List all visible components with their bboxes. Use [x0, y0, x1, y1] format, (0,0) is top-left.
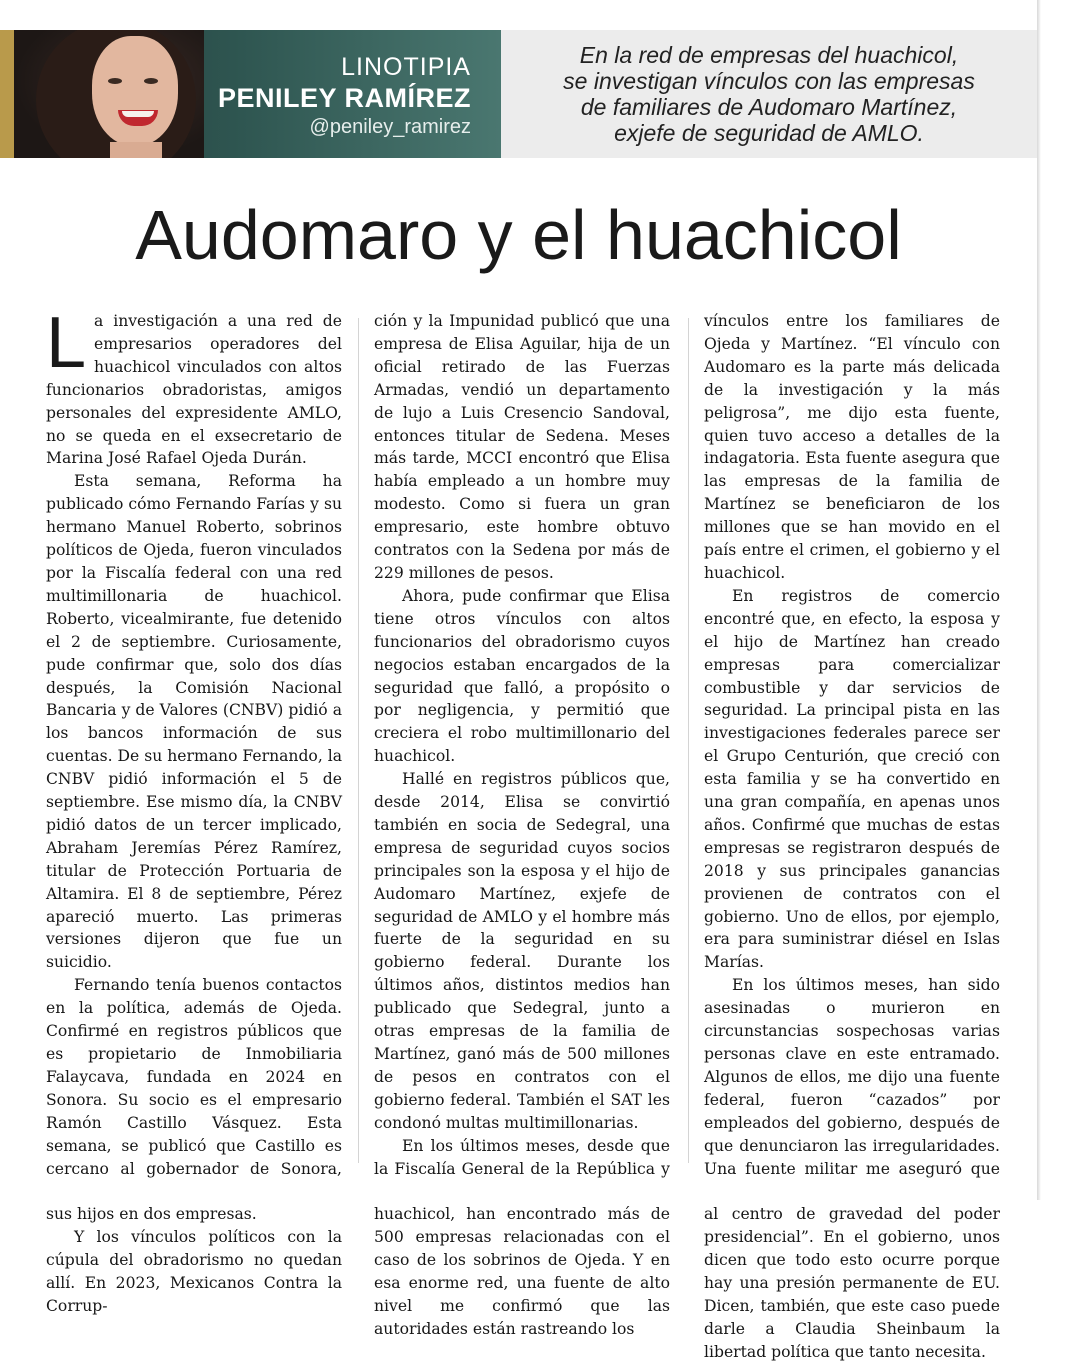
author-info [218, 52, 471, 140]
column-name: LINOTIPIA [341, 53, 471, 81]
column-header [0, 30, 1037, 158]
deck-box [501, 30, 1037, 158]
author-photo [14, 30, 204, 158]
paragraph: En los últimos meses, desde que la Fiscalía General de la República y huachicol, han encontrado más de 500 empresas relacionadas con el caso de los sobrinos de Ojeda. Y en esa enorme red, una fuente de alto nivel me confirmó que las autoridades están rastreando los [374, 1136, 670, 1338]
article-column-3 [704, 310, 1000, 1364]
paragraph: ción y la Impunidad publicó que una empresa de Elisa Aguilar, hija de un oficial retirado de las Fuerzas Armadas, vendió un departamento de lujo a Luis Cresencio Sandoval, entonces titular de Sedena. Meses más tarde, MCCI encontró que Elisa había empleado a un hombre muy modesto. Como si fuera un gran empresario, este hombre obtuvo contratos con la Sedena por más de 229 millones de pesos. [374, 312, 670, 582]
paragraph: En registros de comercio encontré que, en efecto, la esposa y el hijo de Martínez han creado empresas para comercializar combustible y dar servicios de seguridad. La principal pista en las investigaciones federales parece ser el Grupo Centurión, que creció con esta familia y se ha convertido en una gran compañía, en apenas unos años. Confirmé que muchas de estas empresas se registraron después de 2018 y sus principales ganancias provienen de contratos con el gobierno. Uno de ellos, por ejemplo, era para suministrar diésel en Islas Marías. [704, 586, 1000, 972]
paragraph: Fernando tenía buenos contactos en la política, además de Ojeda. Confirmé en registros públicos que es propietario de Inmobiliaria Falaycava, fundada en 2024 en Sonora. Su socio es el empresario Ramón Castillo Vásquez. Esta semana, se publicó que Castillo es cercano al gobernador de Sonora, sus hijos en dos empresas. [46, 976, 342, 1224]
author-banner [14, 30, 501, 158]
paragraph: En los últimos meses, han sido asesinadas o murieron en circunstancias sospechosas varias personas clave en este entramado. Algunos de ellos, me dijo una fuente federal, fueron “cazados” por empleados del gobierno, después de que denunciaron las irregularidades. Una fuente militar me aseguró que al centro de gravedad del poder presidencial”. En el gobierno, unos dicen que todo esto ocurre porque hay una presión permanente de EU. Dicen, también, que este caso puede darle a Claudia Sheinbaum la libertad política que tanto necesita. [704, 976, 1000, 1361]
accent-bar [0, 30, 14, 158]
article-deck: En la red de empresas del huachicol, se investigan vínculos con las empresas de familiares de Audomaro Martínez, exjefe de seguridad de AMLO. [563, 42, 975, 146]
paragraph: La investigación a una red de empresarios operadores del huachicol vinculados con altos funcionarios obradoristas, amigos personales del expresidente AMLO, no se queda en el exsecretario de Marina José Rafael Ojeda Durán. [46, 303, 342, 468]
article-column-1 [46, 303, 343, 1318]
paragraph: Hallé en registros públicos que, desde 2014, Elisa se convirtió también en socia de Sedegral, una empresa de seguridad cuyos socios principales son la esposa y el hijo de Audomaro Martínez, exjefe de seguridad de AMLO y el hombre más fuerte de la seguridad en su gobierno federal. Durante los últimos años, distintos medios han publicado que Sedegral, junto a otras empresas de la familia de Martínez, ganó más de 500 millones de pesos en contratos con el gobierno federal. También el SAT les condonó multas multimillonarias. [374, 770, 670, 1132]
drop-cap: L [46, 303, 87, 383]
page-edge [1037, 0, 1065, 1200]
paragraph: Y los vínculos políticos con la cúpula del obradorismo no quedan allí. En 2023, Mexicanos Contra la Corrup- [46, 1228, 342, 1315]
paragraph: Esta semana, Reforma ha publicado cómo Fernando Farías y su hermano Manuel Roberto, sobrinos políticos de Ojeda, fueron vinculados por la Fiscalía federal con una red multimillonaria de huachicol. Roberto, vicealmirante, fue detenido el 2 de septiembre. Curiosamente, pude confirmar que, solo dos días después, la Comisión Nacional Bancaria y de Valores (CNBV) pidió a los bancos información de sus cuentas. De su hermano Fernando, la CNBV pidió información el 5 de septiembre. Ese mismo día, la CNBV pidió datos de un tercer implicado, Abraham Jeremías Pérez Ramírez, titular de Protección Portuaria de Altamira. El 8 de septiembre, Pérez apareció muerto. Las primeras versiones dijeron que fue un suicidio. [46, 472, 343, 972]
column-divider [358, 318, 359, 1163]
author-name: PENILEY RAMÍREZ [217, 83, 471, 113]
article-headline: Audomaro y el huachicol [135, 196, 902, 274]
author-handle: @peniley_ramirez [309, 116, 471, 138]
top-margin [0, 0, 1037, 30]
bottom-margin [0, 1180, 1037, 1200]
column-divider [688, 318, 689, 1163]
paragraph: Ahora, pude confirmar que Elisa tiene otros vínculos con altos funcionarios del obradorismo cuyos negocios estaban encargados de la seguridad que falló, a propósito o por negligencia, y permitió que creciera el robo multimillonario del huachicol. [374, 586, 670, 766]
paragraph: vínculos entre los familiares de Ojeda y Martínez. “El vínculo con Audomaro es la parte más delicada de la investigación y la más peligrosa”, me dijo esta fuente, quien tuvo acceso a detalles de la indagatoria. Esta fuente asegura que las empresas de la familia de Martínez se beneficiaron de los millones que se han movido en el país entre el crimen, el gobierno y el huachicol. [704, 312, 1000, 582]
